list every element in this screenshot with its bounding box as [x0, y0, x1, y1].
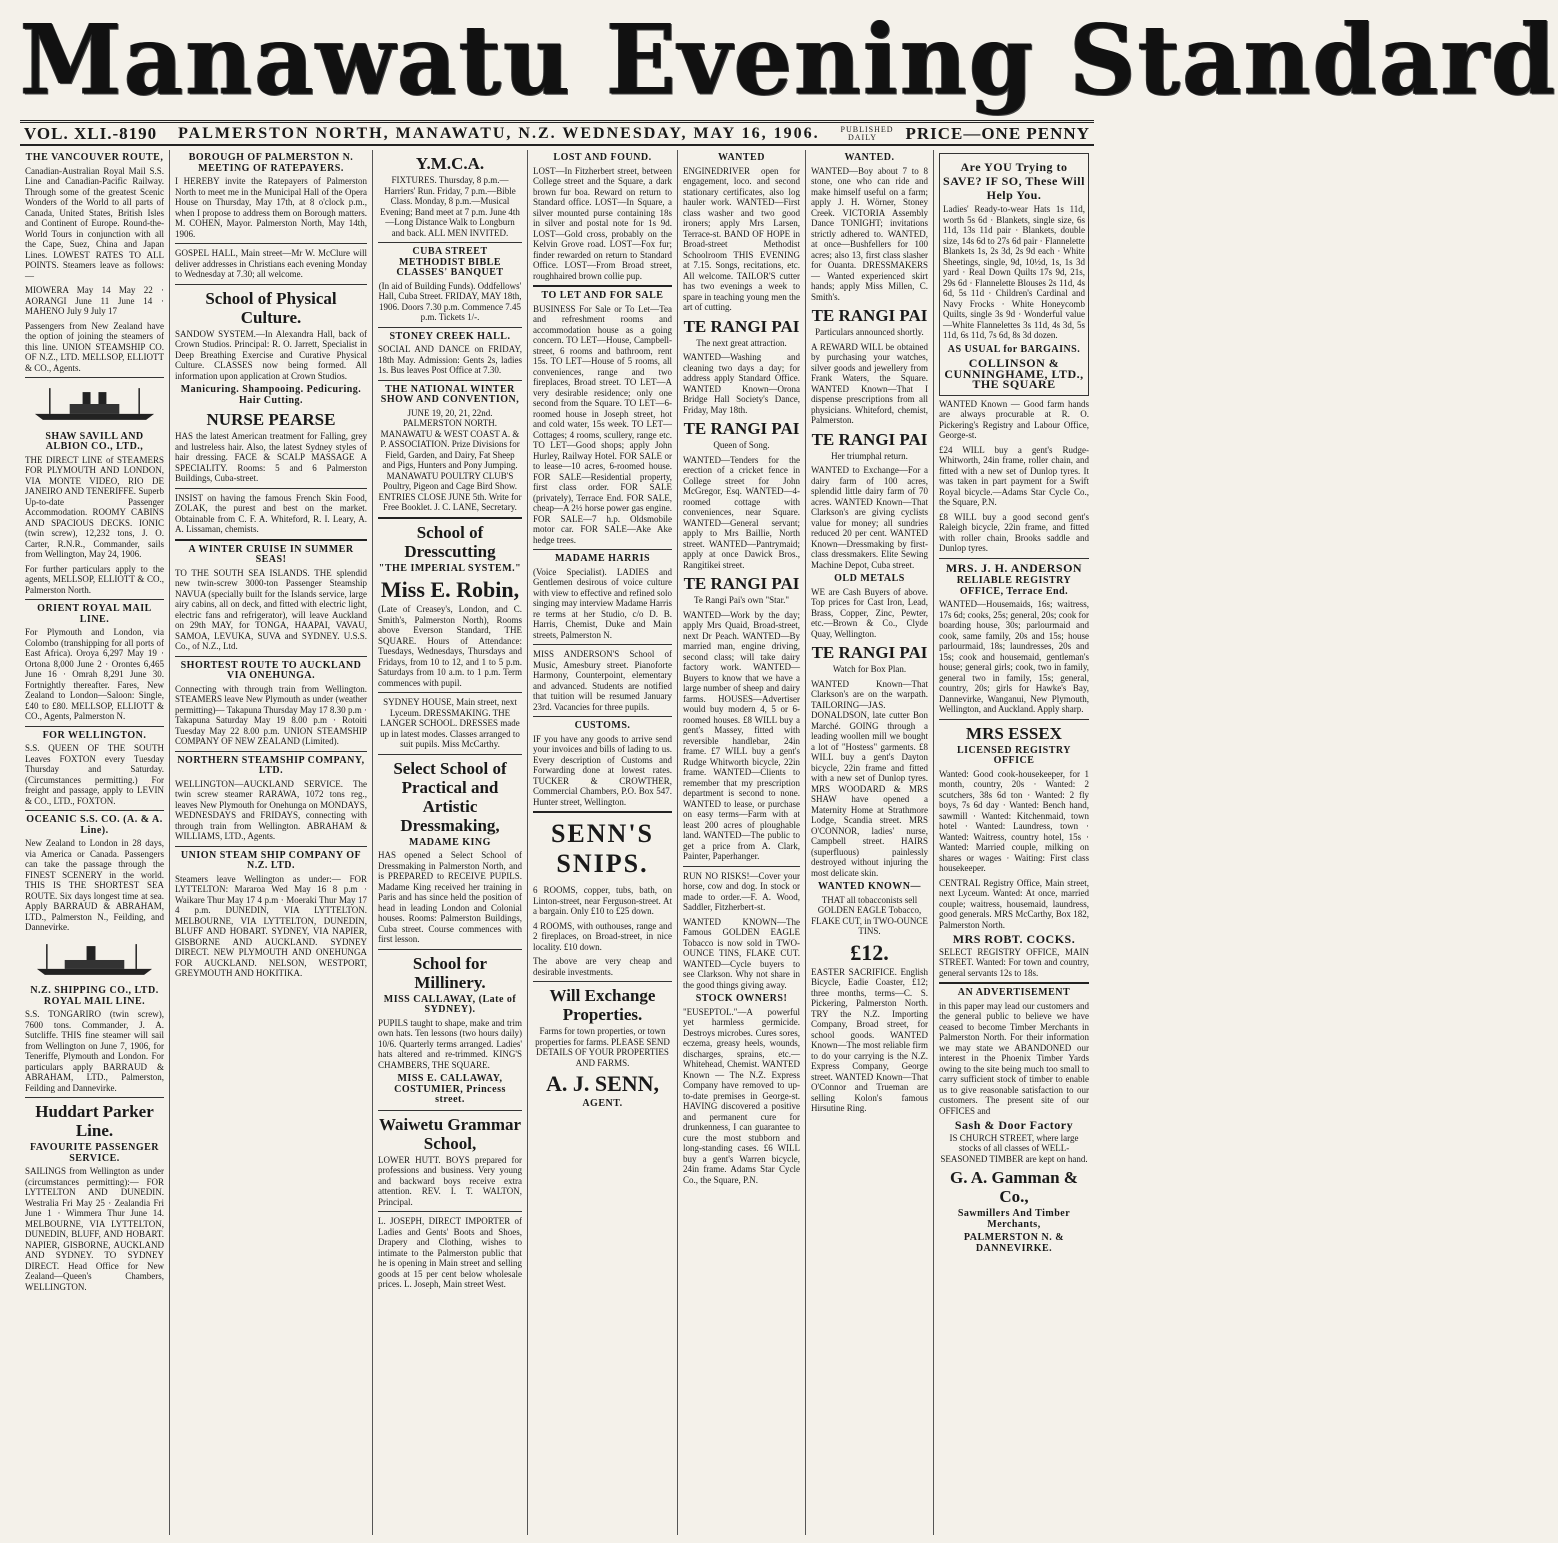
te-rangi-pai-sub: Her triumphal return.: [831, 450, 908, 461]
nurse-pearse-body: HAS the latest American treatment for Falling, grey and lustreless hair. Also, the latest Sydney styles of hair dressing. FACE & SCALP MASSAGE A SPECIALITY. Rooms: 5 and 6 Palmerston Buildings, Cuba-street.: [175, 431, 367, 483]
divider: [939, 982, 1089, 984]
senns-snips-item: 4 ROOMS, with outhouses, range and 2 fireplaces, on Broad-street, in nice locality. £10 down.: [533, 920, 672, 952]
divider: [25, 1097, 164, 1098]
wanted-body: ENGINEDRIVER open for engagement, loco. and second stationary certificates, also log hauler work. WANTED—First class washer and two good ironers; apply Mrs Larsen, Terrace-st. BAND OF HOPE in Broad-street Methodist Schoolroom THIS EVENING at 7.15. Songs, recitations, etc. All welcome. TAILOR'S cutter has two evenings a week to spare in teaching young men the art of cutting.: [683, 165, 800, 312]
miss-robin-heading: Miss E. Robin,: [380, 577, 520, 602]
save-box: [939, 153, 1089, 396]
gamman-heading: G. A. Gamman & Co.,: [950, 1168, 1078, 1206]
tobacco-body: THAT all tobacconists sell GOLDEN EAGLE Tobacco, FLAKE CUT, in TWO-OUNCE TINS.: [811, 894, 928, 936]
senn-agent-label: AGENT.: [582, 1098, 623, 1109]
divider: [533, 549, 672, 550]
orient-line-body: For Plymouth and London, via Colombo (transhipping for all ports of East Africa). Oroya 6,297 May 19 · Ortona 8,000 June 2 · Orontes 6,465 June 16 · Omrah 8,291 June 30. Fortnightly thereafter. Fares, New Zealand to London—Saloon: Single, £40 to £80. MELLSOP, ELLIOTT & CO., Agents, Palmerston N.: [25, 627, 164, 721]
wanted-heading: WANTED.: [844, 152, 895, 163]
column-4: [528, 150, 678, 1535]
reward-ad: A REWARD WILL be obtained by purchasing your watches, silver goods and jewellery from Frank Waters, the Square. WANTED Known—That I dispense prescriptions from all physicians. Whiteford, chemist, Palmerston.: [811, 341, 928, 425]
divider: [175, 539, 367, 541]
to-let-heading: TO LET AND FOR SALE: [541, 290, 664, 301]
northern-steamship-body: WELLINGTON—AUCKLAND SERVICE. The twin screw steamer RARAWA, 1072 tons reg., leaves New Plymouth for Onehunga on MONDAYS, WEDNESDAYS and FRIDAYS, connecting with through train from Wellington. ABRAHAM & WILLIAMS, LTD., Agents.: [175, 778, 367, 841]
divider: [25, 377, 164, 378]
huddart-parker-heading: Huddart Parker Line.: [35, 1102, 154, 1140]
wanted-heading: WANTED: [718, 152, 765, 163]
onehunga-body: Connecting with through train from Wellington. STEAMERS leave New Plymouth as under (weather permitting)— Takapuna Thursday May 17 8.30 p.m · Takapuna Saturday May 19 8.00 p.m · Rotoiti Tuesday May 22 8.00 p.m. UNION STEAMSHIP COMPANY OF NEW ZEALAND (Limited).: [175, 683, 367, 746]
sawmillers-line: Sawmillers And Timber Merchants,: [957, 1208, 1071, 1230]
church-street-body: IS CHURCH STREET, where large stocks of all classes of WELL-SEASONED TIMBER are kept on hand.: [940, 1132, 1088, 1164]
callaway-costumier: MISS E. CALLAWAY, COSTUMIER, Princess street.: [394, 1073, 506, 1105]
physical-culture-body: SANDOW SYSTEM.—In Alexandra Hall, back of Crown Studios. Principal: R. O. Jarrett, Specialist in Deep Breathing Exercise and Curative Physical Culture. CLASSES now being formed. All information upon application at Crown Studios.: [175, 328, 367, 381]
vancouver-route-body: Canadian-Australian Royal Mail S.S. Line and Canadian-Pacific Railway. Through some of the greatest Scenic Wonders of the World to all parts of Canada, United States, British Isles and Continent of Europe. Round-the-World Tours in conjunction with all the Cape, Suez, China and Japan Lines. LOWEST RATES TO ALL POINTS. Steamers leave as follows:—: [25, 165, 164, 281]
zolak-ad: INSIST on having the famous French Skin Food, ZOLAK, the purest and best on the market. Obtainable from C. F. A. Whiteford, R. I. Leary, A. A. Lissaman, chemists.: [175, 492, 367, 534]
stock-owners-body: "EUSEPTOL."—A powerful yet harmless germicide. Destroys microbes. Cures sores, eczema, greasy heels, wounds, discharges, sprains, etc.—Whitehead, Chemist. WANTED Known — The N.Z. Express Company have removed to up-to-date premises in George-st. HAVING discovered a positive and permanent cure for drunkenness, I can guarantee to cure the most stubborn and long-standing cases. £6 WILL buy a gent's Warren bicycle, 24in frame. Adams Star Cycle Co., the Square, P.N.: [683, 1006, 800, 1185]
cuba-street-heading: CUBA STREET METHODIST BIBLE CLASSES' BANQUET: [396, 246, 504, 278]
divider: [533, 811, 672, 813]
te-rangi-pai-heading: TE RANGI PAI: [811, 306, 928, 325]
column-6: [806, 150, 934, 1535]
gamman-location: PALMERSTON N. & DANNEVIRKE.: [963, 1232, 1065, 1254]
for-wellington-body: S.S. QUEEN OF THE SOUTH Leaves FOXTON every Tuesday Thursday and Saturday. (Circumstances permitting.) For freight and passage, apply to LEVIN & CO., LTD., FOXTON.: [25, 743, 164, 806]
divider: [175, 751, 367, 752]
collinson-heading: COLLINSON & CUNNINGHAME, LTD., THE SQUARE: [944, 356, 1084, 391]
place-date: PALMERSTON NORTH, MANAWATU, N.Z. WEDNESDAY, MAY 16, 1906.: [178, 124, 820, 142]
grammar-school-heading: Waiwetu Grammar School,: [378, 1114, 522, 1153]
divider: [378, 692, 522, 693]
exchange-body: Farms for town properties, or town properties for farms. PLEASE SEND DETAILS OF YOUR PROPERTIES AND FARMS.: [535, 1026, 670, 1068]
columns: [20, 150, 1094, 1535]
mrs-essex-subheading: LICENSED REGISTRY OFFICE: [956, 744, 1071, 766]
winter-cruise-body: TO THE SOUTH SEA ISLANDS. THE splendid new twin-screw 3000-ton Passenger Steamship NAVUA (specially built for the Islands service, large airy cabins, all on deck, and fitted with electric light, electric fans and refrigerator), will leave Auckland on 29th MAY, for TONGA, HAAPAI, VAVAU, SAMOA, LEVUKA, SUVA and SYDNEY. U.S.S. Co., of N.Z., Ltd.: [175, 567, 367, 651]
divider: [25, 726, 164, 727]
newspaper-title: Manawatu Evening Standard: [20, 3, 1558, 117]
divider: [378, 517, 522, 519]
te-rangi-pai-sub: Queen of Song.: [713, 440, 770, 450]
joseph-ad: L. JOSEPH, DIRECT IMPORTER of Ladies and Gents' Boots and Shoes, Drapery and Clothing, wishes to intimate to the Palmerston public that he is opening in Main street and selling goods at 15 per cent below wholesale prices. L. Joseph, Main street West.: [378, 1216, 522, 1289]
divider: [25, 599, 164, 600]
exchange-heading: Will Exchange Properties.: [549, 986, 656, 1024]
te-rangi-pai-heading: TE RANGI PAI: [683, 574, 800, 593]
divider: [378, 242, 522, 243]
published-daily: PUBLISHED DAILY: [840, 124, 894, 142]
wanted-body: WANTED Known—That Clarkson's are on the warpath. TAILORING—JAS. DONALDSON, late cutter Bon Marché. GOING through a leading woollen mill we bought a lot of "Hostess" garments. £8 WILL buy a gent's Dayton bicycle, 22in frame and fitted with a new set of Dunlop tyres. MRS WOODARD & MRS SHAW have opened a Maternity Home at Strathmore Lodge, Scandia street. MRS O'CONNOR, ladies' nurse, Campbell street. HAIRS (superfluous) painlessly destroyed without injuring the most delicate skin.: [811, 678, 928, 878]
divider: [175, 656, 367, 657]
column-7: [934, 150, 1094, 1535]
union-steamship-body: Steamers leave Wellington as under:— FOR LYTTELTON: Mararoa Wed May 16 8 p.m · Waikare Thur May 17 4 p.m · Moeraki Thur May 17 4 p.m. DUNEDIN, VIA LYTTELTON. MELBOURNE, VIA LYTTELTON, DUNEDIN, BLUFF AND HOBART. SYDNEY, VIA NAPIER, GISBORNE AND AUCKLAND. SYDNEY DIRECT. NEW PLYMOUTH AND ONEHUNGA FOR AUCKLAND. NELSON, WESTPORT, GREYMOUTH AND HOKITIKA.: [175, 873, 367, 978]
onehunga-heading: SHORTEST ROUTE TO AUCKLAND VIA ONEHUNGA.: [180, 659, 362, 681]
wanted-body: WANTED to Exchange—For a dairy farm of 100 acres, splendid little dairy farm of 70 acres. WANTED Known—That Clarkson's are giving cyclists value for money; all sundries reduced 20 per cent. WANTED Known—Dressmaking by first-class dressmakers. Elite Sewing Machine Depot, Cuba street.: [811, 465, 928, 570]
divider: [175, 846, 367, 847]
divider: [533, 716, 672, 717]
shaw-savill-heading: SHAW SAVILL AND ALBION CO., LTD.,: [45, 430, 144, 452]
divider: [533, 981, 672, 982]
millinery-heading: School for Millinery.: [412, 953, 488, 992]
wanted-body: WANTED—Washing and cleaning two days a day; for address apply Standard Office. WANTED Known—Orona Bridge Hall Society's Dance, Friday, May 18th.: [683, 352, 800, 415]
to-let-body: BUSINESS For Sale or To Let—Tea and refreshment rooms and accommodation house as a going concern. TO LET—House, Campbell-street, 6 rooms and bathroom, rent 15s. TO LET—House of 5 rooms, all conveniences, range and two fireplaces, Broad street. TO LET—A very desirable residence; only one second from the Square. TO LET—6-roomed house in Joseph street, hot and cold water, 15s week. TO LET—Cottages; 4 rooms, scullery, range etc. TO LET—Good shops; apply John Hurley, Railway Hotel. FOR SALE or to lease—10 acres, 6-roomed house. FOR SALE—Residential property, first class order. FOR SALE (privately), Terrace End. FOR SALE, cheap—A 2½ horse power gas engine. FOR SALE—7 h.p. Oldsmobile motor car. FOR SALE—Ake Ake hedge trees.: [533, 303, 672, 545]
mrs-anderson-heading: MRS. J. H. ANDERSON: [945, 560, 1083, 575]
huddart-parker-subheading: FAVOURITE PASSENGER SERVICE.: [29, 1142, 160, 1164]
northern-steamship-heading: NORTHERN STEAMSHIP COMPANY, LTD.: [177, 754, 365, 776]
tobacco-heading: WANTED KNOWN—: [818, 881, 921, 892]
divider: [939, 719, 1089, 720]
old-metals-body: WE are Cash Buyers of above. Top prices for Cast Iron, Lead, Brass, Copper, Zinc, Pewter, etc.—Brown & Co., Clyde Quay, Wellington.: [811, 586, 928, 639]
millinery-body: PUPILS taught to shape, make and trim own hats. Ten lessons (two hours daily) 10/6. Quarterly terms arranged. Ladies' hats altered and re-trimmed. KING'S CHAMBERS, THE SQUARE.: [378, 1017, 522, 1070]
cuba-street-body: (In aid of Building Funds). Oddfellows' Hall, Cuba Street. FRIDAY, MAY 18th, 1906. Doors 7.30 p.m. Commence 7.45 p.m. Tickets 1/-.: [378, 280, 522, 322]
divider: [25, 810, 164, 811]
vancouver-route-foot: Passengers from New Zealand have the option of joining the steamers of this line. UNION STEAMSHIP CO. OF N.Z., LTD. MELLSOP, ELLIOTT & CO., Agents.: [25, 320, 164, 373]
bicycle-24-ad: £24 WILL buy a gent's Rudge-Whitworth, 24in frame, roller chain, and fitted with a new set of Dunlop tyres. It was taken in part payment for a Swift Royal bicycle.—Adams Star Cycle Co., the Square, P.N.: [939, 444, 1089, 507]
te-rangi-pai-sub: Particulars announced shortly.: [815, 327, 924, 337]
divider: [533, 644, 672, 645]
miss-anderson-ad: MISS ANDERSON'S School of Music, Amesbury street. Pianoforte Harmony, Counterpoint, elementary and advanced. Students are notified that tuition will be resumed January 23rd. Vacancies for three pupils.: [533, 649, 672, 712]
for-wellington-heading: FOR WELLINGTON.: [42, 729, 147, 741]
lost-found-heading: LOST AND FOUND.: [553, 152, 652, 163]
manicuring-line: Manicuring. Shampooing. Pedicuring. Hair Cutting.: [180, 384, 362, 406]
divider: [378, 380, 522, 381]
divider: [378, 1211, 522, 1212]
price: PRICE—ONE PENNY: [905, 123, 1090, 143]
divider: [175, 243, 367, 244]
sash-door-heading: Sash & Door Factory: [954, 1118, 1074, 1132]
divider: [378, 949, 522, 950]
steamship-icon: [25, 386, 164, 422]
divider: [683, 866, 800, 867]
te-rangi-pai-sub: Watch for Box Plan.: [832, 664, 907, 674]
wanted-body: WANTED—Boy about 7 to 8 stone, one who can ride and make himself useful on a farm; apply J. H. Wörner, Stoney Creek. VICTORIA Assembly Dance TONIGHT; invitations strictly adhered to. WANTED, at once—Bushfellers for 100 acres; also 13, first class slasher for Ouanta. DRESSMAKERS — Wanted experienced skirt hands; apply Miss Millen, C. Smith's.: [811, 165, 928, 302]
gospel-hall-notice: GOSPEL HALL, Main street—Mr W. McClure will deliver addresses in Christians each evening Monday to Wednesday at 7.30; all welcome.: [175, 248, 367, 279]
stock-owners-heading: STOCK OWNERS!: [695, 993, 788, 1004]
te-rangi-pai-heading: TE RANGI PAI: [683, 419, 800, 438]
ymca-heading: Y.M.C.A.: [415, 154, 485, 173]
save-heading: Are YOU Trying to SAVE? IF SO, These Will Help You.: [943, 160, 1085, 202]
run-no-risks-ad: RUN NO RISKS!—Cover your horse, cow and dog. In stock or made to order.—F. A. Wood, Saddler, Fitzherbert-st.: [683, 870, 800, 912]
customs-heading: CUSTOMS.: [574, 720, 631, 731]
winter-show-heading: THE NATIONAL WINTER SHOW AND CONVENTION,: [380, 383, 520, 405]
grammar-school-body: LOWER HUTT. BOYS prepared for professions and business. Very young and backward boys receive extra attention. REV. I. T. WALTON, Principal.: [378, 1154, 522, 1207]
stoney-creek-body: SOCIAL AND DANCE on FRIDAY, 18th May. Admission: Gents 2s, ladies 1s. Bus leaves Post Office at 7.30.: [378, 344, 522, 375]
central-registry-ad: CENTRAL Registry Office, Main street, next Lyceum. Wanted: At once, married couple; waitress, housemaid, laundress, good generals. MRS McCarthy, Box 182, Palmerston North.: [939, 877, 1089, 930]
madame-harris-heading: MADAME HARRIS: [554, 553, 651, 564]
senn-agent-name: A. J. SENN,: [545, 1071, 660, 1096]
dresscutting-body: (Late of Creasey's, London, and C. Smith's, Palmerston North), Rooms above Everson Standard, THE SQUARE. Hours of Attendance: Tuesdays, Wednesdays, Thursdays and Fridays, from 10 to 12, and 1 to 5 p.m. Saturdays from 10 a.m. to 1 p.m. Term commences with pupil.: [378, 604, 522, 688]
huddart-parker-body: SAILINGS from Wellington as under (circumstances permitting):— FOR LYTTELTON AND DUNEDIN. Westralia Fri May 25 · Zealandia Fri June 1 · Wimmera Thur June 14. MELBOURNE, VIA LYTTELTON, DUNEDIN, BLUFF, AND HOBART. NAPIER, GISBORNE, AUCKLAND AND SYDNEY. TO SYDNEY DIRECT. Head Office for New Zealand—Queen's Chambers, WELLINGTON.: [25, 1166, 164, 1292]
divider: [378, 327, 522, 328]
te-rangi-pai-heading: TE RANGI PAI: [811, 643, 928, 662]
column-5: [678, 150, 806, 1535]
easter-sacrifice-ad: EASTER SACRIFICE. English Bicycle, Eadie Coaster, £12; three months, terms—C. S. Pickering, Palmerston North. TRY the N.Z. Importing Company, Broad street, for school goods. WANTED Known—The most reliable firm to do your carrying is the N.Z. Express Company, George street. WANTED Known—That O'Connor and Trueman are selling Kolon's famous Hirsutine Ring.: [811, 966, 928, 1113]
column-3: [373, 150, 528, 1535]
te-rangi-pai-heading: TE RANGI PAI: [811, 429, 928, 449]
te-rangi-pai-sub: The next great attraction.: [696, 337, 787, 348]
steamship-icon: [25, 941, 164, 977]
wanted-body: WANTED—Tenders for the erection of a cricket fence in College street for John McGregor, Esq. WANTED—4-roomed cottage with conveniences, near Square. WANTED—General servant; apply to Mrs Baillie, North street. WANTED—Pantrymaid; apply at once Dawick Bros., Rangitikei street.: [683, 454, 800, 570]
volume-number: VOL. XLI.-8190: [24, 123, 158, 143]
borough-heading: BOROUGH OF PALMERSTON N. MEETING OF RATEPAYERS.: [188, 152, 354, 174]
mrs-anderson-subheading: RELIABLE REGISTRY OFFICE, Terrace End.: [956, 575, 1072, 597]
column-1: [20, 150, 170, 1535]
te-rangi-pai-sub: Te Rangi Pai's own "Star.": [693, 595, 790, 605]
mrs-essex-heading: MRS ESSEX: [966, 723, 1062, 743]
bicycle-8-ad: £8 WILL buy a good second gent's Raleigh bicycle, 22in frame, and fitted with roller chain, Brooks saddle and Dunlop tyres.: [939, 511, 1089, 553]
vancouver-route-heading: THE VANCOUVER ROUTE,: [25, 152, 164, 163]
divider: [175, 284, 367, 285]
oceanic-heading: OCEANIC S.S. CO. (A. & A. Line).: [26, 814, 163, 836]
column-2: [170, 150, 373, 1535]
physical-culture-heading: School of Physical Culture.: [205, 288, 337, 327]
shaw-savill-foot: For further particulars apply to the agents, MELLSOP, ELLIOTT & CO., Palmerston North.: [25, 563, 164, 595]
vancouver-route-ships: MIOWERA May 14 May 22 · AORANGI June 11 June 14 · MAHENO July 9 July 17: [25, 285, 164, 316]
advertisement-body: in this paper may lead our customers and the general public to believe we have ceased to become Timber Merchants in Palmerston North. For their information we may state we ABANDONED our interest in the Phoenix Timber Yards owing to the site being much too small to carry sufficient stock of timber to enable us to give reasonable satisfaction to our customers. The present site of our OFFICES and: [939, 1000, 1089, 1116]
union-steamship-heading: UNION STEAM SHIP COMPANY OF N.Z. LTD.: [180, 849, 362, 871]
winter-show-body: JUNE 19, 20, 21, 22nd. PALMERSTON NORTH. MANAWATU & WEST COAST A. & P. ASSOCIATION. Prize Divisions for Field, Garden, and Dairy, Fat Sheep and Pigs, Hunters and Pony Jumping. MANAWATU POULTRY CLUB'S Poultry, Pigeon and Cage Bird Show. ENTRIES CLOSE JUNE 5th. Write for Free Booklet. J. C. LANE, Secretary.: [378, 407, 522, 512]
divider: [378, 754, 522, 755]
lost-found-body: LOST—In Fitzherbert street, between College street and the Square, a dark brown fur boa. Reward on return to Standard office. LOST—In Square, a silver mounted purse containing 18s in silver and postal note for 1s 9d. LOST—Gold cross, probably on the Kelvin Grove road. LOST—Fox fur; finder rewarded on return to Standard Office. LOST—From Broad street, roughhaired brown collie pup.: [533, 165, 672, 281]
senns-snips-note: The above are very cheap and desirable investments.: [533, 956, 672, 977]
bargains-line: AS USUAL for BARGAINS.: [947, 343, 1081, 355]
ymca-body: FIXTURES. Thursday, 8 p.m.—Harriers' Run. Friday, 7 p.m.—Bible Class. Monday, 8 p.m.—Musical Evening; Band meet at 7 p.m. June 4th—Long Distance Walk to Longburn and back. ALL MEN INVITED.: [380, 175, 520, 238]
dressmaking-school-body: HAS opened a Select School of Dressmaking in Palmerston North, and is PREPARED to RECEIVE PUPILS. Madame King received her training in Paris and has since held the position of head in leading London and Colonial houses. Rooms: Palmerston Buildings, Cuba street. Course commences with first lesson.: [378, 850, 522, 944]
miss-callaway-heading: MISS CALLAWAY, (Late of SYDNEY).: [383, 993, 517, 1015]
nz-shipping-body: S.S. TONGARIRO (twin screw), 7600 tons. Commander, J. A. Sutcliffe. THIS fine steamer will sail from Wellington on June 7, 1906, for Teneriffe, Plymouth and London. For particulars apply BARRAUD & ABRAHAM, LTD., Palmerston, Feilding and Dannevirke.: [25, 1009, 164, 1093]
customs-body: IF you have any goods to arrive send your invoices and bills of lading to us. Every description of Customs and Forwarding done at lowest rates. TUCKER & CROWTHER, Commercial Chambers, P.O. Box 547. Hunter street, Wellington.: [533, 733, 672, 807]
save-body: Ladies' Ready-to-wear Hats 1s 11d, worth 5s 6d · Blankets, single size, 6s 11d, 13s 11d pair · Blankets, double size, 14s 6d to 27s 6d pair · Flannelette Blankets 1s, 2s 3d, 2s 9d each · White Sheetings, single, 9d, 10½d, 1s, 1s 3d yard · Real Down Quilts 17s 9d, 21s, 29s 6d · Flannelette Blouses 2s 11d, 4s 6d, 5s 11d · Children's Cardinal and Navy Frocks · White Honeycomb Quilts, single 3s 9d · Wonderful value—White Flannelettes 3s 11d, 4s 3d, 5s 11d, 6s 11d, 7s 6d, 8s 3d dozen.: [943, 204, 1085, 340]
masthead: [20, 3, 1558, 117]
divider: [533, 285, 672, 287]
twelve-pounds: £12.: [850, 939, 889, 965]
te-rangi-pai-heading: TE RANGI PAI: [683, 316, 800, 336]
advertisement-heading: AN ADVERTISEMENT: [957, 987, 1071, 998]
stoney-creek-heading: STONEY CREEK HALL.: [389, 330, 511, 342]
madame-king-heading: MADAME KING: [409, 836, 491, 848]
divider: [378, 1110, 522, 1111]
winter-cruise-heading: A WINTER CRUISE IN SUMMER SEAS!: [188, 543, 354, 565]
dresscutting-subheading: "THE IMPERIAL SYSTEM.": [378, 562, 522, 574]
mrs-cocks-heading: MRS ROBT. COCKS.: [952, 932, 1076, 946]
wanted-body: WANTED—Work by the day; apply Mrs Quaid, Broad-street, next Dr Peach. WANTED—By married man, engine driving, second class; will take dairy factory work. WANTED—Buyers to know that we have a large number of sheep and dairy farms. HOUSES—Advertiser would buy modern 4, 5 or 6-roomed houses. £8 WILL buy a gent's Massey, fitted with reversible handlebar, 24in frame. £7 WILL buy a gent's Rudge Whitworth bicycle, 22in frame. WANTED—Clients to remember that my prescription department is second to none. WANTED to lease, or purchase on easy terms—Farm with at least 200 acres of ploughable land. WANTED—The public to get a price from A. Clark, Painter, Paperhanger.: [683, 609, 800, 861]
senns-snips-item: 6 ROOMS, copper, tubs, bath, on Linton-street, near Ferguson-street. At a bargain. Only £10 to £25 down.: [533, 885, 672, 916]
borough-body: I HEREBY invite the Ratepayers of Palmerston North to meet me in the Municipal Hall of the Opera House on Thursday, May 17th, at 8 o'clock p.m., when I propose to address them on Borough matters. M. COHEN, Mayor. Palmerston North, May 14th, 1906.: [175, 176, 367, 239]
mrs-essex-body: Wanted: Good cook-housekeeper, for 1 month, country, 20s · Wanted: 2 scutchers, 38s 6d ton · Wanted: 2 fly boys, 7s 6d day · Wanted: Bench hand, sawmill · Wanted: Kitchenmaid, town hotel · Wanted: Laundress, town · Wanted: Waitress, country hotel, 15s · Wanted: Married couple, milking on shares or wages · Waiting: First class housekeeper.: [939, 768, 1089, 873]
orient-line-heading: ORIENT ROYAL MAIL LINE.: [37, 603, 152, 625]
dressmaking-school-heading: Select School of Practical and Artistic Dressmaking,: [393, 758, 507, 835]
farm-hands-ad: WANTED Known — Good farm hands are always procurable at R. O. Pickering's Registry and Labour Office, George-st.: [939, 398, 1089, 440]
nz-shipping-heading: N.Z. SHIPPING CO., LTD. ROYAL MAIL LINE.: [30, 985, 159, 1007]
senns-snips-heading: SENN'S SNIPS.: [550, 819, 655, 878]
divider: [175, 488, 367, 489]
oceanic-body: New Zealand to London in 28 days, via America or Canada. Passengers can take the passage through the FINEST SCENERY in the world. THIS IS THE SHORTEST SEA ROUTE. Six days longest time at sea. Apply BARRAUD & ABRAHAM, LTD., Palmerston N., Feilding, and Dannevirke.: [25, 838, 164, 932]
madame-harris-body: (Voice Specialist). LADIES and Gentlemen desirous of voice culture with view to effective and refined solo singing may interview Madame Harris re terms at her Studio, c/o D. B. Harris, Chemist, Duke and Main streets, Palmerston N.: [533, 566, 672, 640]
divider: [939, 558, 1089, 559]
mrs-anderson-body: WANTED—Housemaids, 16s; waitress, 17s 6d; cooks, 25s; general, 20s; cook for boarding house, 30s; parlourmaid and cook, same family, 20s and 15s; house parlourmaid, 18s; laundresses, 20s and 15s; cook and housemaid, gentleman's house; general girls; cook, two in family, general two in family, 15s; general, country, 20s; girls for Hawke's Bay, Dannevirke, Wanganui, New Plymouth, Wellington, and Auckland. Apply sharp.: [939, 599, 1089, 714]
nurse-pearse-heading: NURSE PEARSE: [206, 410, 336, 429]
old-metals-heading: OLD METALS: [834, 573, 905, 584]
shaw-savill-body: THE DIRECT LINE of STEAMERS FOR PLYMOUTH AND LONDON, VIA MONTE VIDEO, RIO DE JANEIRO AND TENERIFFE. Superb Up-to-date Passenger Accommodation. ROOMY CABINS AND SPACIOUS DECKS. IONIC (twin screw), 12,232 tons, J. O. Carter, R.N.R., Commander, sails from Wellington, May 24, 1906.: [25, 454, 164, 559]
dateline: [20, 120, 1094, 146]
golden-eagle-ad: WANTED KNOWN—The Famous GOLDEN EAGLE Tobacco is now sold in TWO-OUNCE TINS, FLAKE CUT. WANTED—Cycle buyers to see Clarkson. Why not share in the good things giving away.: [683, 916, 800, 990]
dresscutting-heading: School of Dresscutting: [404, 522, 496, 561]
mrs-cocks-body: SELECT REGISTRY OFFICE, MAIN STREET. Wanted: For town and country, general servants 12s to 18s.: [939, 946, 1089, 978]
sydney-house-ad: SYDNEY HOUSE, Main street, next Lyceum. DRESSMAKING. THE LANGER SCHOOL. DRESSES made up in latest modes. Classes arranged to suit pupils. Miss McCarthy.: [380, 697, 520, 749]
